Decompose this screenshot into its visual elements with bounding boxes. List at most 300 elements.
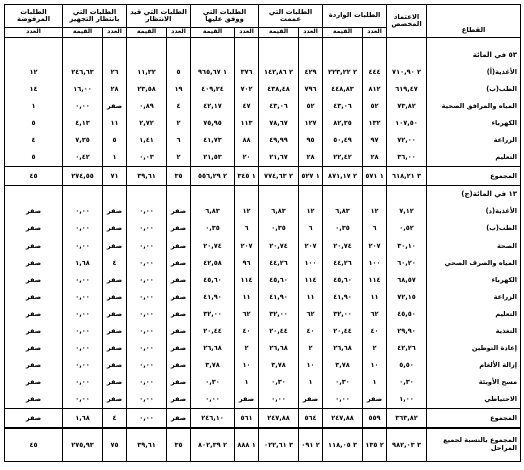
row-received-value: ٤٥,٦٠	[323, 271, 363, 288]
row-received-value: ٥٠,٤٩	[323, 132, 363, 149]
table-row	[5, 203, 521, 220]
row-rejected-count: ٤	[5, 132, 63, 149]
row-approved-count: ١٠	[299, 357, 323, 374]
total-agreed-value: ٢ ٥٥٦,٢٩	[191, 167, 235, 185]
row-received-count: ١٠٠	[363, 254, 387, 271]
row-received-value: ٨٢,٣٥	[323, 115, 363, 132]
grand-total-approved-count: ٢ ٠٩١	[299, 428, 323, 462]
row-pending-count: صفر	[167, 237, 191, 254]
row-awaiting-value: ٠,٠٠	[63, 340, 103, 357]
row-pending-value: ٢٣,٥٨	[127, 81, 167, 98]
row-awaiting-value: ٠,٠٠	[63, 98, 103, 115]
row-pending-value: ٠,٠٠	[127, 271, 167, 288]
grand-total-rejected-count: ٤٥	[5, 428, 63, 462]
table-row	[5, 132, 521, 149]
row-received-count: ٤٠	[363, 323, 387, 340]
row-agreed-count: ١٢	[235, 203, 259, 220]
row-credit: ٧٢,٠٠	[387, 132, 427, 149]
row-rejected-count: صفر	[5, 254, 63, 271]
row-awaiting-count: صفر	[103, 288, 127, 305]
row-received-value: ٤١,٩٠	[323, 288, 363, 305]
row-agreed-count: ٩٦	[235, 254, 259, 271]
total-approved-count: ٥٦٤	[299, 409, 323, 428]
row-pending-count: صفر	[167, 306, 191, 323]
row-received-count: صفر	[363, 391, 387, 409]
total-awaiting-count: ٤	[103, 409, 127, 428]
total-pending-value: ٣٩,٦١	[127, 167, 167, 185]
row-pending-value: ٠,٠٠	[127, 340, 167, 357]
row-awaiting-value: ٠,٤٢	[63, 149, 103, 167]
header-agreed: الطلبات التي ووفق عليها	[191, 5, 259, 28]
row-credit: ٧,١٢	[387, 203, 427, 220]
row-rejected-count: صفر	[5, 237, 63, 254]
header-rejected: الطلبات المرفوضة	[5, 5, 63, 28]
row-sector: التغذية	[427, 323, 521, 340]
row-sector: الطب(ب)	[427, 220, 521, 237]
row-awaiting-value: ٠,٠٠	[63, 288, 103, 305]
total-row	[5, 167, 521, 185]
grand-total-row	[5, 428, 521, 462]
row-approved-count: صفر	[299, 391, 323, 409]
row-received-count: ٢٨	[363, 149, 387, 167]
row-agreed-count: ١٠	[235, 357, 259, 374]
subheader-count: العدد	[103, 28, 127, 38]
header-pending: الطلبات التي قيد الانتظار	[127, 5, 191, 28]
row-pending-value: ٠,٨٩	[127, 98, 167, 115]
row-received-value: ٢٠,٤٤	[323, 323, 363, 340]
row-sector: إزالة الألغام	[427, 357, 521, 374]
row-credit: ٠,٥٢	[387, 220, 427, 237]
row-sector: التعليم	[427, 306, 521, 323]
table-row	[5, 374, 521, 391]
total-pending-value: ٠,٠٠	[127, 409, 167, 428]
table-row	[5, 220, 521, 237]
row-received-value: ٦,٨٣	[323, 203, 363, 220]
total-agreed-count: ١ ٣٤٥	[235, 167, 259, 185]
row-received-count: ١٠	[363, 357, 387, 374]
row-approved-value: ٠,٣٥	[259, 220, 299, 237]
subheader-value: القيمة	[323, 28, 363, 38]
row-credit: ١٠٧,٥٠	[387, 115, 427, 132]
row-credit: ٢ ٧١٠,٩٠	[387, 64, 427, 81]
row-agreed-value: ٧٥,٩٥	[191, 115, 235, 132]
row-agreed-value: ٠,٣٥	[191, 220, 235, 237]
row-received-count: ١	[363, 374, 387, 391]
row-awaiting-count: ٢٦	[103, 64, 127, 81]
row-agreed-count: ٨٨	[235, 132, 259, 149]
total-received-value: ٢٤٧,٨٨	[323, 409, 363, 428]
table-row	[5, 391, 521, 409]
row-pending-value: ٠,٠٠	[127, 237, 167, 254]
row-approved-count: ٤٢٩	[299, 64, 323, 81]
row-approved-count: ٦	[299, 220, 323, 237]
section-title: ١٣ في المائة(ج)	[427, 185, 521, 203]
row-agreed-count: ٤٧	[235, 98, 259, 115]
row-agreed-value: ٢١,٥٣	[191, 149, 235, 167]
row-awaiting-count: ٢٨	[103, 81, 127, 98]
header-awaiting: الطلبات التي بانتظار التجهيز	[63, 5, 127, 28]
row-awaiting-count: صفر	[103, 306, 127, 323]
row-rejected-count: ١٤	[5, 81, 63, 98]
table-row	[5, 149, 521, 167]
table-row	[5, 115, 521, 132]
total-label: المجموع	[427, 167, 521, 185]
row-pending-count: صفر	[167, 254, 191, 271]
row-approved-count: ٤٠	[299, 323, 323, 340]
grand-total-awaiting-count: ٧٥	[103, 428, 127, 462]
row-received-value: ٢٠,٧٤	[323, 237, 363, 254]
row-agreed-value: ٦,٨٣	[191, 203, 235, 220]
row-agreed-value: ٤٢,٥٨	[191, 254, 235, 271]
total-received-value: ٢ ٨٧١,١٧	[323, 167, 363, 185]
row-pending-count: صفر	[167, 391, 191, 409]
row-awaiting-count: صفر	[103, 323, 127, 340]
table-row	[5, 64, 521, 81]
row-agreed-count: ٢	[235, 340, 259, 357]
row-agreed-count: ١١	[235, 288, 259, 305]
total-row	[5, 409, 521, 428]
row-pending-count: صفر	[167, 288, 191, 305]
row-pending-count: ١٩	[167, 81, 191, 98]
row-awaiting-count: صفر	[103, 340, 127, 357]
row-received-count: ١٢	[363, 203, 387, 220]
row-approved-count: ٢	[299, 340, 323, 357]
row-received-count: ١١	[363, 288, 387, 305]
row-rejected-count: صفر	[5, 220, 63, 237]
section-heading-row	[5, 47, 521, 64]
row-approved-value: ٦,٨٣	[259, 203, 299, 220]
total-approved-value: ٢٤٧,٨٨	[259, 409, 299, 428]
row-received-value: ٢٢,٤٢	[323, 149, 363, 167]
row-pending-value: ٠,٠٣	[127, 149, 167, 167]
row-awaiting-value: ٠,٠٠	[63, 237, 103, 254]
row-awaiting-count: صفر	[103, 237, 127, 254]
row-pending-value: ٠,٠٠	[127, 306, 167, 323]
row-agreed-value: ٣,٧٨	[191, 357, 235, 374]
table-row	[5, 323, 521, 340]
row-agreed-value: ٢٠,٤٤	[191, 323, 235, 340]
row-awaiting-count: صفر	[103, 220, 127, 237]
row-received-value: ٤٤٨,٨٣	[323, 81, 363, 98]
row-approved-value: ٢ ١٤٢,٨٦	[259, 64, 299, 81]
row-pending-count: صفر	[167, 374, 191, 391]
spacer-row	[5, 38, 521, 47]
grand-total-awaiting-value: ٢٧٥,٩٣	[63, 428, 103, 462]
table-row	[5, 357, 521, 374]
subheader-count: العدد	[167, 28, 191, 38]
row-pending-count: صفر	[167, 357, 191, 374]
grand-total-agreed-count: ١ ٨٨٨	[235, 428, 259, 462]
row-credit: ٦٠,٢٠	[387, 254, 427, 271]
row-pending-value: ٠,٠٠	[127, 220, 167, 237]
row-rejected-count: صفر	[5, 340, 63, 357]
row-pending-count: ٥	[167, 64, 191, 81]
row-awaiting-value: ٠,٠٠	[63, 357, 103, 374]
row-approved-value: ٢٦,٦٨	[259, 340, 299, 357]
row-pending-value: ١,٤١	[127, 132, 167, 149]
row-rejected-count: ١٢	[5, 64, 63, 81]
row-awaiting-value: ٤,١٣	[63, 115, 103, 132]
grand-total-received-count: ٢ ١٣٥	[363, 428, 387, 462]
row-approved-count: ٧٩٦	[299, 81, 323, 98]
row-pending-count: ٦	[167, 132, 191, 149]
row-agreed-count: ١١٤	[235, 271, 259, 288]
row-approved-value: ٤٤,٢٦	[259, 254, 299, 271]
subheader-count: العدد	[235, 28, 259, 38]
row-approved-count: ١٠٠	[299, 254, 323, 271]
row-agreed-count: ١١٣	[235, 115, 259, 132]
row-agreed-count: ٦٢	[235, 306, 259, 323]
row-approved-count: ١١	[299, 288, 323, 305]
total-approved-value: ٢ ٧٧٤,٦٣	[259, 167, 299, 185]
header-credit: الاعتماد المخصص	[387, 5, 427, 38]
row-awaiting-value: ٠,٠٠	[63, 220, 103, 237]
row-agreed-value: ٣٢,٠٠	[191, 306, 235, 323]
row-pending-count: صفر	[167, 271, 191, 288]
row-credit: ٠,٣٠	[387, 374, 427, 391]
document-page	[4, 4, 520, 462]
row-awaiting-value: ٠,٠٠	[63, 323, 103, 340]
row-awaiting-value: ٠,٠٠	[63, 374, 103, 391]
row-credit: ٣٠,١٠	[387, 237, 427, 254]
subheader-value: القيمة	[127, 28, 167, 38]
row-rejected-count: صفر	[5, 323, 63, 340]
row-received-count: ٩٧	[363, 132, 387, 149]
row-pending-value: ٠,٠٠	[127, 357, 167, 374]
row-credit: ٥,٥٠	[387, 357, 427, 374]
grand-total-pending-value: ٣٩,٦١	[127, 428, 167, 462]
row-sector: إعادة التوطين	[427, 340, 521, 357]
section-heading-row	[5, 185, 521, 203]
row-received-count: ٦٢	[363, 306, 387, 323]
row-received-count: ٦	[363, 220, 387, 237]
row-approved-value: ٠,٣٠	[259, 374, 299, 391]
row-received-count: ٢٠٧	[363, 237, 387, 254]
row-agreed-value: ٤٥,٦٠	[191, 271, 235, 288]
row-agreed-value: ١ ٩٦٥,٦٧	[191, 64, 235, 81]
row-rejected-count: صفر	[5, 271, 63, 288]
row-awaiting-count: ١١	[103, 115, 127, 132]
row-rejected-count: صفر	[5, 203, 63, 220]
row-sector: مسح الأوبئة	[427, 374, 521, 391]
row-sector: الزراعة	[427, 132, 521, 149]
row-agreed-count: ٣٧٦	[235, 64, 259, 81]
header-sector: القطاع	[427, 5, 521, 38]
row-pending-count: صفر	[167, 340, 191, 357]
row-awaiting-count: ٤	[103, 254, 127, 271]
grand-total-approved-value: ٣ ٠٢٢,٦١	[259, 428, 299, 462]
row-agreed-count: صفر	[235, 391, 259, 409]
row-approved-value: ٢٠,٧٤	[259, 237, 299, 254]
row-approved-count: ١٢٧	[299, 115, 323, 132]
row-received-value: ٣,٧٨	[323, 357, 363, 374]
row-agreed-count: ٢٠	[235, 149, 259, 167]
row-rejected-count: ٥	[5, 115, 63, 132]
table-row	[5, 271, 521, 288]
row-agreed-value: ٢٠,٧٤	[191, 237, 235, 254]
row-received-count: ٨١٢	[363, 81, 387, 98]
total-pending-count: صفر	[167, 409, 191, 428]
row-approved-value: ٢١,٦٧	[259, 149, 299, 167]
row-agreed-value: ٢٦,٦٨	[191, 340, 235, 357]
subheader-count: العدد	[299, 28, 323, 38]
row-sector: الطب(ب)	[427, 81, 521, 98]
table-row	[5, 98, 521, 115]
row-agreed-count: ٤٠	[235, 323, 259, 340]
row-rejected-count: صفر	[5, 357, 63, 374]
row-pending-value: ٠,٠٠	[127, 254, 167, 271]
row-approved-count: ٦٢	[299, 306, 323, 323]
subheader-value: القيمة	[63, 28, 103, 38]
row-sector: المياه والمرافق الصحية	[427, 98, 521, 115]
row-approved-count: ٢٠٧	[299, 237, 323, 254]
row-awaiting-count: صفر	[103, 357, 127, 374]
row-sector: المياه والصرف الصحي	[427, 254, 521, 271]
total-agreed-count: ٥٦١	[235, 409, 259, 428]
row-agreed-count: ١	[235, 374, 259, 391]
table-row	[5, 237, 521, 254]
row-received-count: ٤٤٤	[363, 64, 387, 81]
row-agreed-value: ٠,٠٠	[191, 391, 235, 409]
row-received-count: ١١٤	[363, 271, 387, 288]
requests-status-table	[4, 4, 521, 462]
row-pending-value: ١١,٣٢	[127, 64, 167, 81]
row-credit: ٧٢,١٥	[387, 288, 427, 305]
row-rejected-count: صفر	[5, 374, 63, 391]
row-received-value: ٢ ٢٢٣,٢٢	[323, 64, 363, 81]
row-received-value: ٠,٣٥	[323, 220, 363, 237]
total-rejected-count: ٤٥	[5, 167, 63, 185]
row-credit: ٣٦,٠٠	[387, 149, 427, 167]
table-row	[5, 254, 521, 271]
subheader-count: العدد	[5, 28, 63, 38]
row-pending-value: ٠,٠٠	[127, 288, 167, 305]
row-credit: ٧٣,٨٢	[387, 98, 427, 115]
row-pending-count: ٤	[167, 98, 191, 115]
row-received-count: ٢	[363, 340, 387, 357]
row-approved-count: ١	[299, 374, 323, 391]
row-sector: الأغذية(د)	[427, 203, 521, 220]
row-approved-value: ٢٠,٤٤	[259, 323, 299, 340]
row-credit: ٤٢,٢٦	[387, 340, 427, 357]
row-sector: الصحة	[427, 237, 521, 254]
row-credit: ٦١٩,٤٧	[387, 81, 427, 98]
row-approved-count: ٥٢	[299, 98, 323, 115]
row-pending-count: ٢	[167, 149, 191, 167]
row-approved-count: ١٢	[299, 203, 323, 220]
row-approved-count: ١١٤	[299, 271, 323, 288]
grand-total-agreed-value: ٢ ٨٠٢,٣٩	[191, 428, 235, 462]
row-approved-value: ٣,٧٨	[259, 357, 299, 374]
row-awaiting-value: ١,٦٨	[63, 254, 103, 271]
total-label: المجموع	[427, 409, 521, 428]
row-agreed-value: ٤٠٩,٢٤	[191, 81, 235, 98]
row-awaiting-count: صفر	[103, 271, 127, 288]
total-agreed-value: ٢٤٦,١٠	[191, 409, 235, 428]
row-awaiting-count: صفر	[103, 98, 127, 115]
row-awaiting-value: ٠,٠٠	[63, 203, 103, 220]
row-sector: الاحتياطي	[427, 391, 521, 409]
row-awaiting-value: ٢٤٦,٦٣	[63, 64, 103, 81]
row-sector: الكهرباء	[427, 271, 521, 288]
row-approved-value: ٠,٠٠	[259, 391, 299, 409]
row-approved-value: ٤٣,٠٦	[259, 98, 299, 115]
header-received: الطلبات الواردة	[323, 5, 387, 28]
header-approved: الطلبات التي عممت	[259, 5, 323, 28]
row-received-count: ٥٢	[363, 98, 387, 115]
row-agreed-count: ٧٠٢	[235, 81, 259, 98]
row-pending-count: صفر	[167, 220, 191, 237]
row-sector: الكهرباء	[427, 115, 521, 132]
row-agreed-count: ٦	[235, 220, 259, 237]
row-credit: ٦٨,٥٧	[387, 271, 427, 288]
row-approved-value: ٤١,٩٠	[259, 288, 299, 305]
table-row	[5, 81, 521, 98]
row-awaiting-count: ١	[103, 149, 127, 167]
row-received-value: ٢٦,٦٨	[323, 340, 363, 357]
total-rejected-count: صفر	[5, 409, 63, 428]
total-awaiting-value: ٢٧٤,٥٥	[63, 167, 103, 185]
grand-total-label: المجموع بالنسبة لجميع المراحل	[427, 428, 521, 462]
row-approved-count: ٢٨	[299, 149, 323, 167]
row-approved-value: ٣٢,٠٠	[259, 306, 299, 323]
grand-total-pending-count: ٣٥	[167, 428, 191, 462]
row-awaiting-count: ٥	[103, 132, 127, 149]
row-pending-value: ٠,٠٠	[127, 203, 167, 220]
row-rejected-count: صفر	[5, 391, 63, 409]
row-awaiting-value: ٠,٠٠	[63, 306, 103, 323]
row-agreed-count: ٢٠٧	[235, 237, 259, 254]
row-awaiting-count: صفر	[103, 203, 127, 220]
row-received-value: ٠,٠٠	[323, 391, 363, 409]
row-received-count: ١٣٢	[363, 115, 387, 132]
row-awaiting-count: صفر	[103, 391, 127, 409]
row-rejected-count: ٥	[5, 149, 63, 167]
row-agreed-value: ٤١,٩٠	[191, 288, 235, 305]
subheader-count: العدد	[363, 28, 387, 38]
row-received-value: ٤٣,٠٦	[323, 98, 363, 115]
row-approved-value: ٤٥,٦٠	[259, 271, 299, 288]
subheader-value: القيمة	[259, 28, 299, 38]
row-pending-value: ٠,٠٠	[127, 391, 167, 409]
row-approved-value: ٤٩,٩٩	[259, 132, 299, 149]
row-agreed-value: ٠,٣٠	[191, 374, 235, 391]
row-sector: التعليم	[427, 149, 521, 167]
grand-total-credit: ٣ ٩٨٢,٠٣	[387, 428, 427, 462]
row-pending-value: ٠,٠٠	[127, 374, 167, 391]
total-awaiting-count: ٧١	[103, 167, 127, 185]
total-received-count: ١ ٥٧١	[363, 167, 387, 185]
row-credit: ٤٥,٥٠	[387, 306, 427, 323]
row-agreed-value: ٤١,٧٣	[191, 132, 235, 149]
row-approved-value: ٤٣٨,٤٨	[259, 81, 299, 98]
total-approved-count: ١ ٥٢٧	[299, 167, 323, 185]
total-received-count: ٥٥٩	[363, 409, 387, 428]
total-credit: ٣ ٦١٨,٢١	[387, 167, 427, 185]
row-pending-value: ٢,٧٢	[127, 115, 167, 132]
row-approved-count: ٩٥	[299, 132, 323, 149]
row-received-value: ٤٤,٢٦	[323, 254, 363, 271]
row-pending-count: صفر	[167, 323, 191, 340]
row-credit: ١,٠٠	[387, 391, 427, 409]
row-rejected-count: ١	[5, 98, 63, 115]
row-awaiting-value: ٧,٣٥	[63, 132, 103, 149]
row-pending-count: صفر	[167, 203, 191, 220]
row-pending-value: ٠,٠٠	[127, 323, 167, 340]
row-approved-value: ٧٨,٦٧	[259, 115, 299, 132]
row-pending-count: ٢	[167, 115, 191, 132]
row-agreed-value: ٤٢,١٧	[191, 98, 235, 115]
